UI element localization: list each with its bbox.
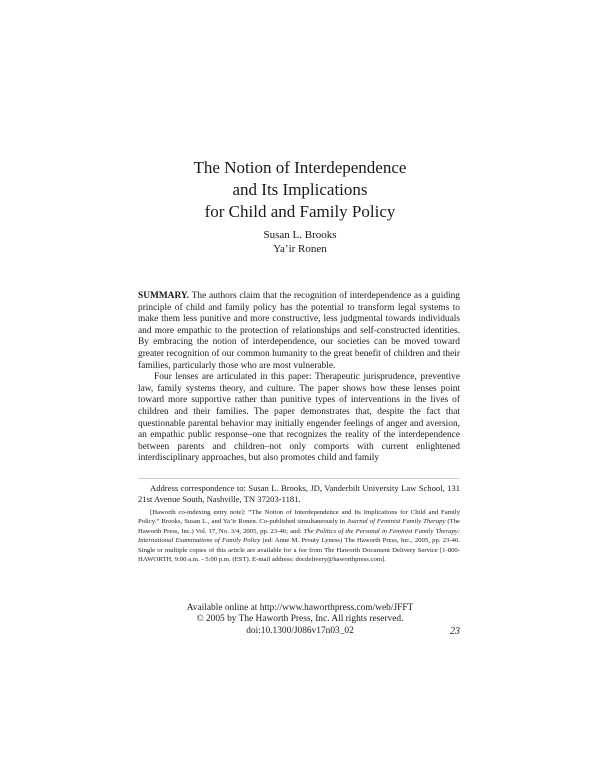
- author-2: Ya’ir Ronen: [273, 243, 327, 255]
- article-title: [0, 157, 600, 223]
- coindexing-text: [138, 508, 460, 564]
- abstract: [138, 291, 460, 465]
- summary-label: SUMMARY.: [138, 291, 190, 301]
- copyright-line: © 2005 by The Haworth Press, Inc. All rights reserved.: [196, 614, 404, 625]
- title-line-3: for Child and Family Policy: [204, 202, 396, 221]
- abstract-text-1: The authors claim that the recognition of interdependence as a guiding principle of child and family policy has the potential to transform legal systems to make them less punitive and more constructive, less judgmental towards individuals and more empathic to the protection of relationships and self-constructed identities. By embracing the notion of interdependence, our societies can be moved toward greater recognition of our common humanity to the great benefit of children and their families, particularly those who are most vulnerable.: [138, 291, 460, 371]
- title-line-2: and Its Implications: [232, 180, 368, 199]
- online-url[interactable]: Available online at http://www.haworthpress.com/web/JFFT: [186, 603, 414, 613]
- page-number: 23: [450, 626, 460, 637]
- title-line-1: The Notion of Interdependence: [193, 158, 407, 177]
- doi-line: doi:10.1300/J086v17n03_02: [246, 625, 354, 636]
- book-title: The Politics of the Personal in Feminist Family Therapy: International Examinations of Family Policy: [138, 527, 461, 545]
- coindex-part-2: (The Haworth Press, Inc.) Vol. 17, No. 3/4, 2005, pp. 23-46; and:: [138, 518, 461, 535]
- correspondence-note: [138, 483, 460, 505]
- correspondence-text: Address correspondence to: Susan L. Brooks, JD, Vanderbilt University Law School, 131 21st Avenue South, Nashville, TN 37203-1181.: [138, 483, 460, 505]
- footnote-divider: [138, 478, 460, 479]
- abstract-paragraph-1: [138, 291, 460, 372]
- coindexing-note: [138, 508, 460, 564]
- author-1: Susan L. Brooks: [263, 229, 337, 241]
- coindex-part-3: (ed: Anne M. Prouty Lyness) The Haworth Press, Inc., 2005, pp. 23-46. Single or multiple copies of this article are available for a fee from The Haworth Document Delivery Service [1-800-HAWORTH, 9:00 a.m. - 5:00 p.m. (EST). E-mail address: docdelivery@haworthpress.com].: [138, 537, 460, 564]
- availability-block: [0, 603, 600, 637]
- journal-name: Journal of Feminist Family Therapy: [346, 518, 446, 526]
- coindex-part-1: [Haworth co-indexing entry note]: “The Notion of Interdependence and Its Implications for Child and Family Policy.” Brooks, Susan L., and Ya’ir Ronen. Co-published simultaneously in: [138, 509, 460, 526]
- abstract-paragraph-2: Four lenses are articulated in this paper: Therapeutic jurisprudence, preventive law, family systems theory, and culture. The paper shows how these lenses point toward more supportive rather than punitive types of interventions in the lives of children and their families. The paper demonstrates that, despite the fact that questionable parental behavior may initially engender feelings of anger and aversion, an empathic public response–one that recognizes the reality of the interdependence between parents and children–not only comports with current enlightened interdisciplinary approaches, but also promotes child and family: [138, 372, 460, 464]
- author-list: [0, 228, 600, 256]
